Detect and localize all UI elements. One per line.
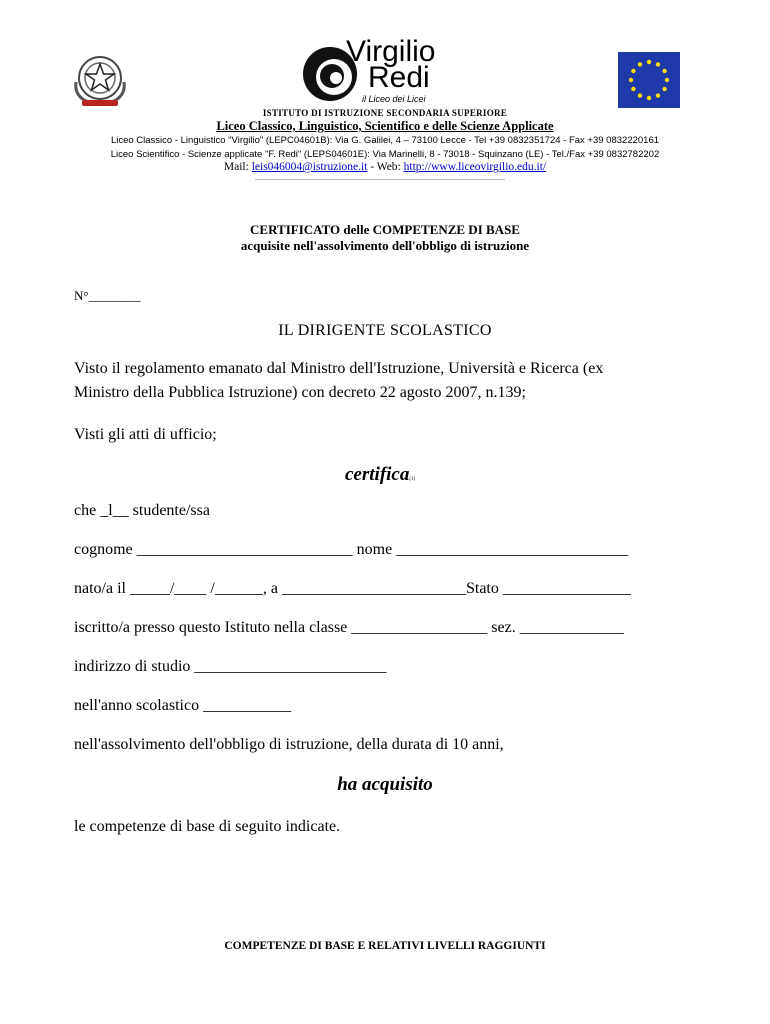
address-line-2: Liceo Scientifico - Scienze applicate "F. Redi" (LEPS04601E): Via Marinelli, 8 - 73018 - Squinzano (LE) - Tel./Fax +39 0832782202 xyxy=(110,149,660,160)
address-line-1: Liceo Classico - Linguistico "Virgilio" (LEPC04601B): Via G. Galilei, 4 – 73100 Lecce - Tel +39 0832351724 - Fax +39 0832220161 xyxy=(110,135,660,146)
competences-table-heading: COMPETENZE DI BASE E RELATIVI LIVELLI RAGGIUNTI xyxy=(224,940,546,952)
school-name: Liceo Classico, Linguistico, Scientifico e delle Scienze Applicate xyxy=(216,119,554,133)
study-path-field: indirizzo di studio ________________________ xyxy=(74,658,387,675)
certificate-title: CERTIFICATO delle COMPETENZE DI BASE xyxy=(250,222,520,237)
ha-acquisito-heading: ha acquisito xyxy=(337,774,433,795)
visti-line: Visti gli atti di ufficio; xyxy=(74,426,217,443)
school-logo xyxy=(300,35,470,108)
logo-line1: Virgilio xyxy=(346,35,436,68)
web-link[interactable]: http://www.liceovirgilio.edu.it/ xyxy=(403,161,547,173)
school-year-field: nell'anno scolastico ___________ xyxy=(74,697,292,714)
eu-flag-icon xyxy=(618,52,680,108)
header-divider xyxy=(255,179,505,180)
certificate-number-field: N°________ xyxy=(74,288,141,303)
certifica-footnote: (1) xyxy=(409,477,416,482)
logo-line2: Redi xyxy=(368,61,430,94)
obligation-line: nell'assolvimento dell'obbligo di istruzione, della durata di 10 anni, xyxy=(74,736,504,753)
dirigente-heading: IL DIRIGENTE SCOLASTICO xyxy=(278,322,492,339)
birth-field: nato/a il _____/____ /______, a _______________________Stato ________________ xyxy=(74,580,631,597)
web-label: - Web: xyxy=(367,161,404,173)
logo-tagline: il Liceo dei Licei xyxy=(362,94,426,104)
mail-link[interactable]: leis046004@istruzione.it xyxy=(251,161,368,173)
contact-line xyxy=(0,161,770,173)
institute-name: ISTITUTO DI ISTRUZIONE SECONDARIA SUPERIORE xyxy=(262,108,508,118)
certificate-subtitle: acquisite nell'assolvimento dell'obbligo di istruzione xyxy=(240,238,530,253)
certifica-heading xyxy=(345,464,415,486)
competenze-intro: le competenze di base di seguito indicate. xyxy=(74,818,341,835)
visto-line-2: Ministro della Pubblica Istruzione) con decreto 22 agosto 2007, n.139; xyxy=(74,384,526,401)
mail-label: Mail: xyxy=(223,161,252,173)
name-surname-field: cognome ___________________________ nome _____________________________ xyxy=(74,541,629,558)
visto-line-1: Visto il regolamento emanato dal Ministro dell'Istruzione, Università e Ricerca (ex xyxy=(74,360,604,377)
class-field: iscritto/a presso questo Istituto nella classe _________________ sez. _____________ xyxy=(74,619,624,636)
italian-emblem-icon xyxy=(70,52,130,108)
student-field: che _l__ studente/ssa xyxy=(74,502,210,519)
certifica-word: certifica xyxy=(345,464,410,485)
